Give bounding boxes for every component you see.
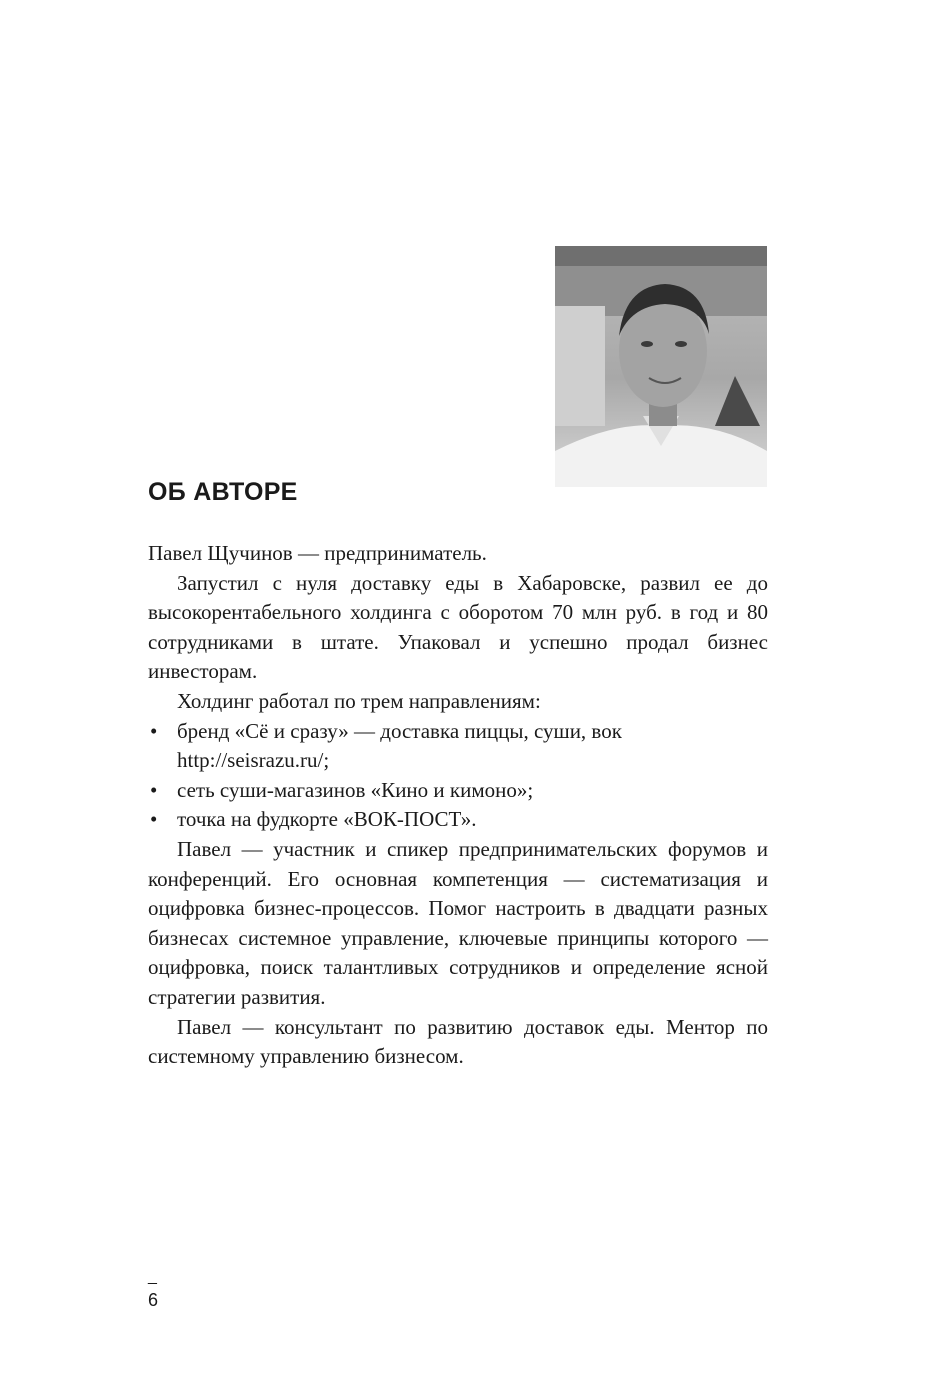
intro-paragraph: Павел Щучинов — предприниматель. bbox=[148, 541, 487, 565]
holding-directions-list bbox=[148, 717, 768, 835]
body-paragraph: Павел — консультант по развитию доставок еды. Ментор по системному управлению бизнесом. bbox=[148, 1014, 768, 1069]
bullet-icon: • bbox=[150, 807, 158, 832]
body-paragraph: Холдинг работал по трем направлениям: bbox=[177, 688, 541, 713]
bullet-icon: • bbox=[150, 777, 158, 802]
author-portrait-image bbox=[555, 246, 767, 487]
list-item-text: точка на фудкорте «ВОК-ПОСТ». bbox=[177, 807, 477, 832]
folio-mark: _ bbox=[148, 1268, 157, 1285]
body-paragraph: Запустил с нуля доставку еды в Хабаровске, развил ее до высокорентабельного холдинга с оборотом 70 млн руб. в год и 80 сотрудниками в штате. Упаковал и успешно продал бизнес инвесторам. bbox=[148, 570, 768, 684]
bullet-icon: • bbox=[150, 718, 158, 743]
list-item bbox=[148, 776, 768, 806]
list-item-text: бренд «Сё и сразу» — доставка пиццы, суши, вок http://seisrazu.ru/; bbox=[177, 718, 622, 773]
section-heading: ОБ АВТОРЕ bbox=[148, 478, 298, 506]
author-bio bbox=[148, 539, 768, 1072]
page-number: 6 bbox=[148, 1290, 159, 1310]
author-photo bbox=[555, 246, 767, 487]
list-item bbox=[148, 717, 768, 776]
body-paragraph: Павел — участник и спикер предпринимательских форумов и конференций. Его основная компетенция — систематизация и оцифровка бизнес-процессов. Помог настроить в двадцати разных бизнесах системное управление, ключевые принципы которого — оцифровка, поиск талантливых сотрудников и определение ясной стратегии развития. bbox=[148, 836, 768, 1009]
list-item-text: сеть суши-магазинов «Кино и кимоно»; bbox=[177, 777, 534, 802]
list-item bbox=[148, 805, 768, 835]
